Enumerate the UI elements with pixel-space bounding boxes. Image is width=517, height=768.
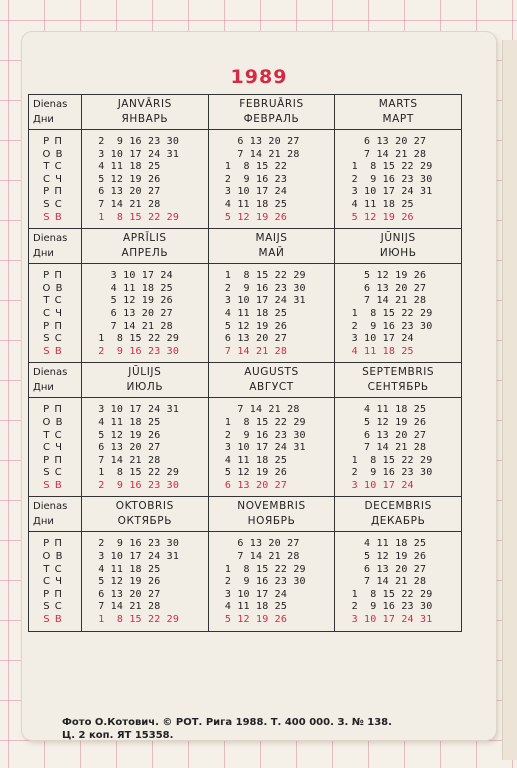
month-name-lv: MAIJS (255, 232, 288, 245)
week-dates-line: 2 9 16 23 30 (345, 320, 433, 332)
weekday-label: Т С (43, 563, 63, 575)
month-header (209, 95, 335, 130)
weekday-header (29, 95, 81, 130)
weekday-label: С Ч (42, 173, 64, 185)
week-dates-line: 5 12 19 26 (345, 211, 414, 223)
week-dates-line: 6 13 20 27 (92, 186, 161, 198)
paper-edge (502, 40, 517, 760)
week-dates-line: 5 12 19 26 (218, 467, 288, 479)
week-dates-line: 4 11 18 25 (92, 416, 161, 428)
month-block (209, 229, 336, 362)
print-credit (62, 716, 492, 742)
month-block (209, 95, 336, 228)
week-dates-line: 3 10 17 24 31 (218, 442, 306, 454)
weekday-column (29, 497, 82, 630)
week-dates-line: 5 12 19 26 (92, 173, 161, 185)
week-dates-line: 2 9 16 23 30 (345, 467, 433, 479)
week-dates-line: 4 11 18 25 (345, 198, 414, 210)
month-header (209, 363, 335, 398)
week-dates-line: 1 8 15 22 29 (92, 614, 180, 626)
month-name-ru: АВГУСТ (249, 381, 294, 394)
month-name-lv: NOVEMBRIS (237, 500, 306, 513)
weekday-label: Р П (43, 270, 63, 282)
week-dates-line: 5 12 19 26 (345, 270, 427, 282)
month-name-ru: ОКТЯБРЬ (117, 515, 173, 528)
week-dates-line: 5 12 19 26 (218, 320, 288, 332)
week-dates-line: 6 13 20 27 (218, 538, 300, 550)
week-dates-line: 7 14 21 28 (218, 404, 300, 416)
weekday-label: Т С (43, 161, 63, 173)
week-dates-line: 6 13 20 27 (345, 563, 427, 575)
month-header (209, 497, 335, 532)
week-dates-line: 3 10 17 24 (92, 270, 173, 282)
month-name-ru: АПРЕЛЬ (121, 247, 169, 260)
month-header (335, 95, 461, 130)
weekday-label: О В (42, 282, 64, 294)
week-dates-line: 6 13 20 27 (218, 136, 300, 147)
week-dates-line: 2 9 16 23 30 (92, 479, 180, 491)
week-dates-line: 3 10 17 24 31 (218, 295, 306, 307)
month-name-ru: ЯНВАРЬ (121, 113, 169, 125)
week-dates-line: 4 11 18 25 (345, 345, 414, 357)
week-dates-line: 4 11 18 25 (92, 282, 173, 294)
week-dates-line: 6 13 20 27 (345, 282, 427, 294)
week-dates-line: 4 11 18 25 (345, 538, 427, 550)
week-dates-line: 2 9 16 23 30 (345, 173, 433, 185)
week-dates-line: 5 12 19 26 (92, 429, 161, 441)
week-dates-line: 7 14 21 28 (92, 454, 161, 466)
month-name-ru: ФЕВРАЛЬ (243, 113, 300, 125)
week-dates-line: 2 9 16 23 30 (218, 576, 306, 588)
week-dates-line: 3 10 17 24 31 (92, 551, 180, 563)
week-dates-line: 2 9 16 23 (218, 173, 288, 185)
quarter-row (29, 228, 461, 362)
week-dates-line: 1 8 15 22 29 (345, 454, 433, 466)
month-name-lv: SEPTEMBRIS (362, 366, 435, 379)
week-dates-line: 1 8 15 22 29 (218, 563, 306, 575)
month-block (209, 497, 336, 630)
month-header (82, 363, 208, 398)
month-block (335, 229, 461, 362)
week-dates-line: 5 12 19 26 (218, 614, 288, 626)
pocket-calendar-card (22, 32, 496, 740)
month-name-lv: MARTS (378, 98, 418, 110)
week-dates-line: 1 8 15 22 29 (345, 161, 433, 173)
week-dates-line: 3 10 17 24 31 (345, 614, 433, 626)
week-dates-line: 7 14 21 28 (218, 345, 288, 357)
week-dates-line: 4 11 18 25 (218, 198, 288, 210)
week-dates-line: 6 13 20 27 (218, 333, 288, 345)
week-dates-line: 1 8 15 22 29 (345, 588, 433, 600)
week-dates-line: 7 14 21 28 (92, 320, 173, 332)
weekday-label: О В (42, 148, 64, 160)
week-dates-line: 7 14 21 28 (345, 442, 427, 454)
month-block (82, 363, 209, 496)
month-name-ru: ИЮНЬ (379, 247, 417, 260)
weekday-label: S В (43, 345, 63, 357)
week-dates-line: 2 9 16 23 30 (218, 429, 306, 441)
month-block (335, 95, 461, 228)
weekday-header-lv: Dienas (33, 501, 68, 513)
quarter-row (29, 362, 461, 496)
weekday-column (29, 229, 82, 362)
weekday-label: Р П (43, 588, 63, 600)
week-dates-line: 4 11 18 25 (218, 307, 288, 319)
quarter-row (29, 95, 461, 228)
week-dates-line: 3 10 17 24 31 (92, 148, 180, 160)
month-name-ru: ДЕКАБРЬ (370, 515, 426, 528)
month-block (82, 229, 209, 362)
week-dates-line: 1 8 15 22 29 (218, 270, 306, 282)
credit-line-1: Фото О.Котович. © РОТ. Рига 1988. Т. 400 000. З. № 138. (62, 717, 392, 728)
weekday-label: S В (43, 614, 63, 626)
month-name-lv: FEBRUĀRIS (239, 98, 304, 110)
calendar-year: 1989 (230, 66, 288, 88)
week-dates-line: 7 14 21 28 (345, 148, 427, 160)
weekday-label: С Ч (42, 307, 64, 319)
weekday-column (29, 95, 82, 228)
week-dates-line: 5 12 19 26 (92, 295, 173, 307)
week-dates-line: 7 14 21 28 (218, 148, 300, 160)
weekday-header-ru: Дни (33, 248, 54, 260)
weekday-label: Р П (43, 538, 63, 550)
month-name-lv: JŪNIJS (380, 232, 416, 245)
weekday-label: S С (43, 601, 63, 613)
calendar-grid (28, 94, 462, 632)
weekday-label: Р П (43, 454, 63, 466)
month-block (335, 363, 461, 496)
week-dates-line: 5 12 19 26 (218, 211, 288, 223)
month-header (82, 497, 208, 532)
weekday-header-lv: Dienas (33, 367, 68, 379)
month-name-ru: ИЮЛЬ (126, 381, 164, 394)
week-dates-line: 2 9 16 23 30 (92, 345, 180, 357)
week-dates-line: 5 12 19 26 (345, 416, 427, 428)
weekday-label: Т С (43, 429, 63, 441)
week-dates-line: 2 9 16 23 30 (92, 538, 180, 550)
weekday-label: О В (42, 416, 64, 428)
weekday-label: Р П (43, 136, 63, 147)
month-header (335, 363, 461, 398)
month-name-ru: СЕНТЯБРЬ (367, 381, 429, 394)
weekday-label: С Ч (42, 442, 64, 454)
week-dates-line: 3 10 17 24 (218, 588, 288, 600)
week-dates-line: 2 9 16 23 30 (345, 601, 433, 613)
week-dates-line: 1 8 15 22 29 (92, 467, 180, 479)
week-dates-line: 4 11 18 25 (218, 454, 288, 466)
month-name-lv: DECEMBRIS (364, 500, 432, 513)
month-block (335, 497, 461, 630)
week-dates-line: 1 8 15 22 29 (218, 416, 306, 428)
weekday-header (29, 497, 81, 532)
week-dates-line: 3 10 17 24 31 (345, 186, 433, 198)
weekday-label: S С (43, 333, 63, 345)
weekday-label: S В (43, 479, 63, 491)
week-dates-line: 6 13 20 27 (92, 588, 161, 600)
weekday-label: О В (42, 551, 64, 563)
week-dates-line: 4 11 18 25 (345, 404, 427, 416)
quarter-row (29, 496, 461, 630)
weekday-label: S С (43, 198, 63, 210)
weekday-label: Т С (43, 295, 63, 307)
month-header (82, 229, 208, 264)
week-dates-line: 6 13 20 27 (345, 136, 427, 147)
weekday-label: Р П (43, 404, 63, 416)
week-dates-line: 7 14 21 28 (92, 601, 161, 613)
weekday-header-ru: Дни (33, 382, 54, 394)
week-dates-line: 7 14 21 28 (345, 576, 427, 588)
week-dates-line: 2 9 16 23 30 (218, 282, 306, 294)
week-dates-line: 7 14 21 28 (218, 551, 300, 563)
month-block (82, 95, 209, 228)
week-dates-line: 2 9 16 23 30 (92, 136, 180, 147)
weekday-header-ru: Дни (33, 114, 54, 125)
weekday-label: S В (43, 211, 63, 223)
weekday-label: Р П (43, 186, 63, 198)
month-block (82, 497, 209, 630)
week-dates-line: 6 13 20 27 (345, 429, 427, 441)
month-name-lv: JANVĀRIS (117, 98, 172, 110)
month-name-lv: OKTOBRIS (115, 500, 174, 513)
week-dates-line: 4 11 18 25 (218, 601, 288, 613)
week-dates-line: 1 8 15 22 29 (345, 307, 433, 319)
week-dates-line: 7 14 21 28 (345, 295, 427, 307)
month-name-lv: JŪLIJS (128, 366, 162, 379)
month-name-ru: МАРТ (382, 113, 414, 125)
week-dates-line: 7 14 21 28 (92, 198, 161, 210)
month-name-ru: НОЯБРЬ (247, 515, 296, 528)
week-dates-line: 3 10 17 24 (218, 186, 288, 198)
weekday-label: Р П (43, 320, 63, 332)
week-dates-line: 4 11 18 25 (92, 161, 161, 173)
weekday-header-ru: Дни (33, 516, 54, 528)
week-dates-line: 1 8 15 22 (218, 161, 288, 173)
week-dates-line: 3 10 17 24 (345, 479, 414, 491)
weekday-header (29, 229, 81, 264)
weekday-header-lv: Dienas (33, 99, 68, 110)
month-header (209, 229, 335, 264)
week-dates-line: 6 13 20 27 (92, 307, 173, 319)
week-dates-line: 3 10 17 24 (345, 333, 414, 345)
week-dates-line: 6 13 20 27 (92, 442, 161, 454)
week-dates-line: 1 8 15 22 29 (92, 333, 180, 345)
weekday-label: С Ч (42, 576, 64, 588)
week-dates-line: 1 8 15 22 29 (92, 211, 180, 223)
week-dates-line: 5 12 19 26 (92, 576, 161, 588)
month-name-lv: AUGUSTS (244, 366, 299, 379)
weekday-column (29, 363, 82, 496)
month-header (335, 229, 461, 264)
month-header (335, 497, 461, 532)
month-block (209, 363, 336, 496)
month-name-lv: APRĪLIS (122, 232, 167, 245)
credit-line-2: Ц. 2 коп. ЯТ 15358. (62, 730, 174, 741)
month-header (82, 95, 208, 130)
week-dates-line: 6 13 20 27 (218, 479, 288, 491)
weekday-label: S С (43, 467, 63, 479)
weekday-header-lv: Dienas (33, 233, 68, 245)
week-dates-line: 5 12 19 26 (345, 551, 427, 563)
week-dates-line: 3 10 17 24 31 (92, 404, 180, 416)
month-name-ru: МАЙ (258, 247, 285, 260)
week-dates-line: 4 11 18 25 (92, 563, 161, 575)
weekday-header (29, 363, 81, 398)
